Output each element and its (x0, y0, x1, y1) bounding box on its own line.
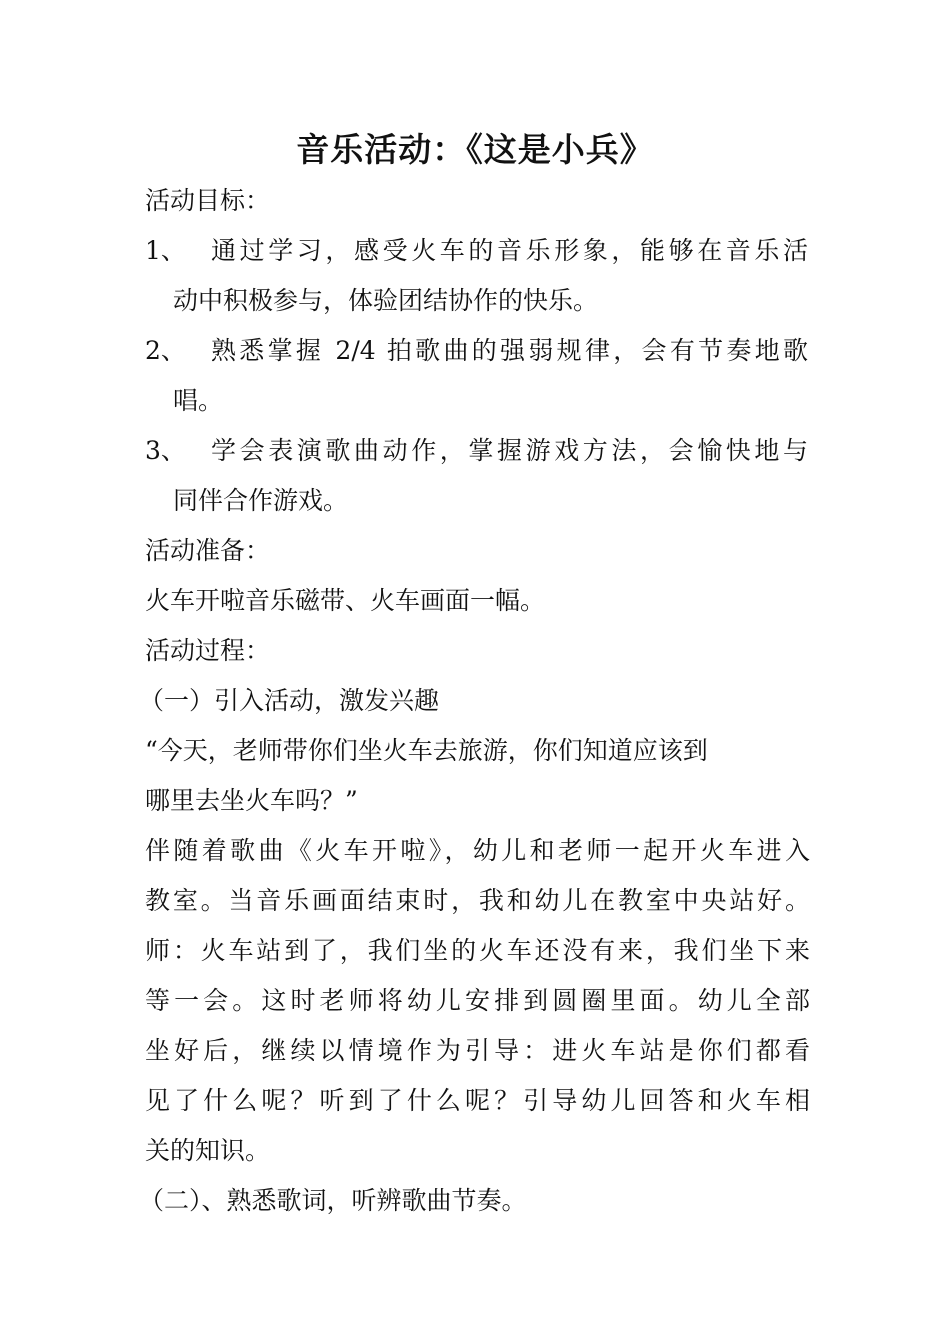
quote-line: 哪里去坐火车吗？” (145, 786, 358, 815)
goal-text-continued: 同伴合作游戏。 (173, 486, 349, 515)
paragraph-line: 关的知识。 (145, 1136, 271, 1165)
goal-text-continued: 唱。 (173, 386, 224, 415)
goal-item (145, 426, 810, 526)
goal-number: 3、 (145, 436, 186, 465)
page-title: 音乐活动：《这是小兵》 (296, 130, 654, 169)
goal-text-continued: 动中积极参与，体验团结协作的快乐。 (173, 286, 599, 315)
prep-heading: 活动准备： (145, 536, 271, 565)
process-heading: 活动过程： (145, 636, 271, 665)
goal-text: 通过学习，感受火车的音乐形象，能够在音乐活 (211, 236, 808, 265)
paragraph-line: 见了什么呢？听到了什么呢？引导幼儿回答和火车相 (145, 1086, 810, 1115)
quote-line: “今天，老师带你们坐火车去旅游，你们知道应该到 (145, 736, 708, 765)
goal-number: 1、 (145, 236, 186, 265)
section-heading: （二）、熟悉歌词，听辨歌曲节奏。 (139, 1186, 527, 1215)
goals-heading: 活动目标： (145, 186, 271, 215)
paragraph-line: 师：火车站到了，我们坐的火车还没有来，我们坐下来 (145, 936, 810, 965)
paragraph-line: 坐好后，继续以情境作为引导：进火车站是你们都看 (145, 1036, 810, 1065)
paragraph-line: 伴随着歌曲《火车开啦》，幼儿和老师一起开火车进入 (145, 836, 810, 865)
goal-item (145, 226, 810, 326)
paragraph-line: 等一会。这时老师将幼儿安排到圆圈里面。幼儿全部 (145, 986, 810, 1015)
goal-text: 熟悉掌握 2/4 拍歌曲的强弱规律，会有节奏地歌 (211, 336, 808, 365)
document-body (139, 176, 810, 1226)
goal-item (145, 326, 810, 426)
paragraph-line: 教室。当音乐画面结束时，我和幼儿在教室中央站好。 (145, 886, 810, 915)
section-heading: （一）引入活动，激发兴趣 (139, 686, 440, 715)
prep-text: 火车开啦音乐磁带、火车画面一幅。 (145, 586, 546, 615)
goal-number: 2、 (145, 336, 186, 365)
goal-text: 学会表演歌曲动作，掌握游戏方法，会愉快地与 (211, 436, 808, 465)
